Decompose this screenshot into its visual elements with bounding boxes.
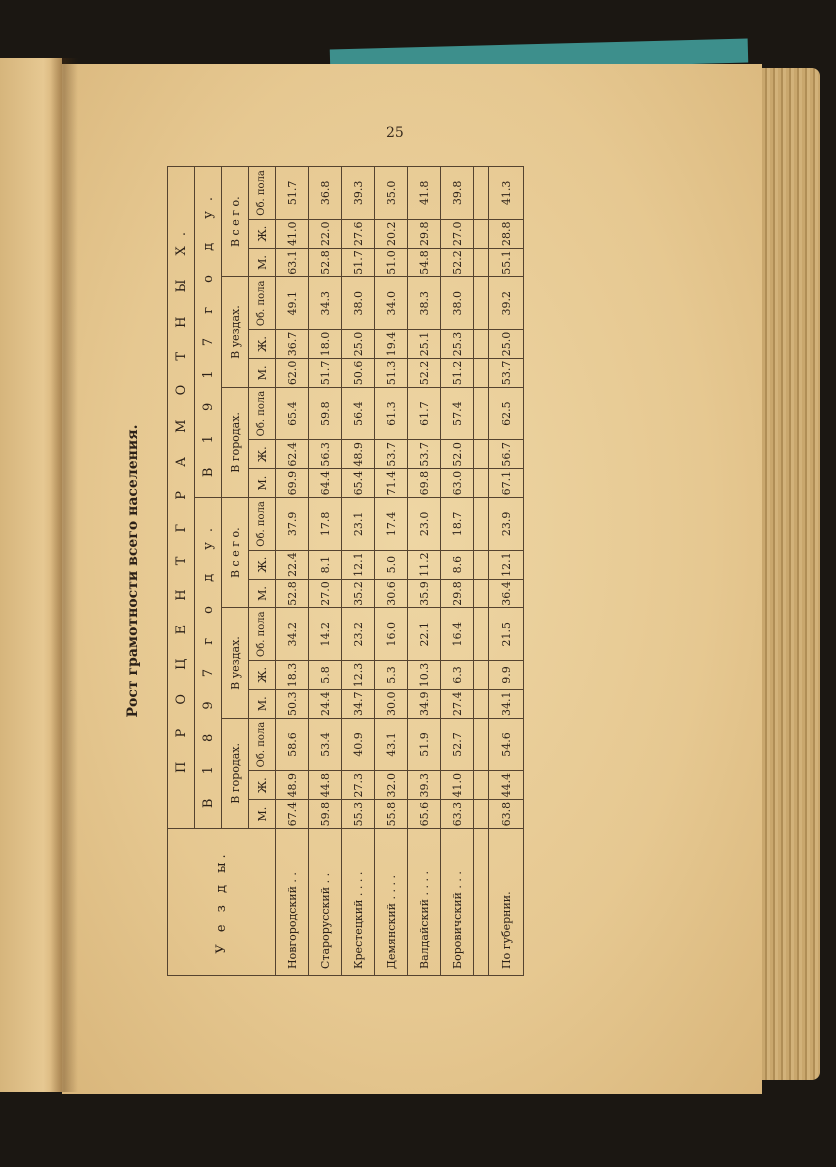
table-row bbox=[342, 167, 375, 976]
total-cell: 9.9 bbox=[489, 661, 524, 690]
table-cell: 20.2 bbox=[375, 219, 408, 248]
table-cell: 41.0 bbox=[276, 219, 309, 248]
table-cell: 52.8 bbox=[309, 248, 342, 277]
table-body bbox=[276, 167, 524, 976]
page-number: 25 bbox=[386, 125, 404, 141]
total-cell: 12.1 bbox=[489, 550, 524, 579]
subheader-m: М. bbox=[249, 689, 276, 718]
table-cell: 34.3 bbox=[309, 277, 342, 330]
table-cell: 51.7 bbox=[342, 248, 375, 277]
table-cell: 23.2 bbox=[342, 608, 375, 661]
table-cell: 17.4 bbox=[375, 498, 408, 551]
total-cell: 56.7 bbox=[489, 440, 524, 469]
table-cell: 18.3 bbox=[276, 661, 309, 690]
table-cell: 29.8 bbox=[408, 219, 441, 248]
table-cell: 29.8 bbox=[441, 579, 474, 608]
total-cell: 23.9 bbox=[489, 498, 524, 551]
table-cell: 53.7 bbox=[375, 440, 408, 469]
separator-cell bbox=[474, 498, 489, 551]
table-cell: 39.8 bbox=[441, 167, 474, 220]
table-cell: 59.8 bbox=[309, 800, 342, 829]
table-cell: 69.8 bbox=[408, 469, 441, 498]
subheader-ob: Об. пола bbox=[249, 608, 276, 661]
table-cell: 51.3 bbox=[375, 358, 408, 387]
total-cell: 53.7 bbox=[489, 358, 524, 387]
table-cell: 35.0 bbox=[375, 167, 408, 220]
table-cell: 22.1 bbox=[408, 608, 441, 661]
table-cell: 51.7 bbox=[276, 167, 309, 220]
table-cell: 55.8 bbox=[375, 800, 408, 829]
table-cell: 24.4 bbox=[309, 689, 342, 718]
separator-cell bbox=[474, 167, 489, 220]
table-cell: 34.7 bbox=[342, 689, 375, 718]
table-cell: 55.3 bbox=[342, 800, 375, 829]
total-cell: 34.1 bbox=[489, 689, 524, 718]
table-cell: 25.0 bbox=[342, 330, 375, 359]
table-cell: 52.2 bbox=[408, 358, 441, 387]
table-cell: 52.8 bbox=[276, 579, 309, 608]
table-cell: 22.4 bbox=[276, 550, 309, 579]
subheader-m: М. bbox=[249, 248, 276, 277]
table-cell: 12.1 bbox=[342, 550, 375, 579]
table-cell: 51.2 bbox=[441, 358, 474, 387]
table-cell: 35.9 bbox=[408, 579, 441, 608]
spine-shadow bbox=[50, 58, 78, 1092]
subheader-ob: Об. пола bbox=[249, 387, 276, 440]
table-cell: 50.3 bbox=[276, 689, 309, 718]
subheader-m: М. bbox=[249, 358, 276, 387]
table-cell: 71.4 bbox=[375, 469, 408, 498]
table-cell: 18.7 bbox=[441, 498, 474, 551]
towns-1897-header: В городах. bbox=[222, 718, 249, 828]
table-cell: 32.0 bbox=[375, 771, 408, 800]
percent-header: П Р О Ц Е Н Т Г Р А М О Т Н Ы Х. bbox=[168, 167, 195, 829]
total-cell: 62.5 bbox=[489, 387, 524, 440]
table-cell: 5.3 bbox=[375, 661, 408, 690]
table-cell: 65.4 bbox=[342, 469, 375, 498]
subheader-zh: Ж. bbox=[249, 330, 276, 359]
table-cell: 50.6 bbox=[342, 358, 375, 387]
uezdy-header: У е з д ы. bbox=[168, 829, 276, 976]
total-cell: 55.1 bbox=[489, 248, 524, 277]
table-cell: 8.6 bbox=[441, 550, 474, 579]
total-cell: 63.8 bbox=[489, 800, 524, 829]
table-cell: 10.3 bbox=[408, 661, 441, 690]
subheader-m: М. bbox=[249, 579, 276, 608]
table-cell: 43.1 bbox=[375, 718, 408, 771]
table-cell: 16.4 bbox=[441, 608, 474, 661]
table-cell: 27.0 bbox=[309, 579, 342, 608]
table-cell: 41.8 bbox=[408, 167, 441, 220]
table-cell: 62.0 bbox=[276, 358, 309, 387]
subheader-ob: Об. пола bbox=[249, 277, 276, 330]
separator-cell bbox=[474, 608, 489, 661]
table-cell: 17.8 bbox=[309, 498, 342, 551]
year-1917-header: В 1 9 1 7 г о д у. bbox=[195, 167, 222, 498]
table-row bbox=[441, 167, 474, 976]
total-1917-header: В с е г о. bbox=[222, 167, 249, 277]
table-cell: 23.0 bbox=[408, 498, 441, 551]
separator-cell bbox=[474, 387, 489, 440]
total-cell: 44.4 bbox=[489, 771, 524, 800]
total-cell: 41.3 bbox=[489, 167, 524, 220]
table-cell: 67.4 bbox=[276, 800, 309, 829]
table-cell: 53.7 bbox=[408, 440, 441, 469]
table-row bbox=[309, 167, 342, 976]
separator-cell bbox=[474, 248, 489, 277]
subheader-zh: Ж. bbox=[249, 219, 276, 248]
total-label: По губернии. bbox=[489, 829, 524, 976]
row-label: Боровичский . . . bbox=[441, 829, 474, 976]
table-cell: 34.9 bbox=[408, 689, 441, 718]
table-cell: 25.1 bbox=[408, 330, 441, 359]
table-cell: 14.2 bbox=[309, 608, 342, 661]
table-cell: 25.3 bbox=[441, 330, 474, 359]
table-cell: 18.0 bbox=[309, 330, 342, 359]
subheader-zh: Ж. bbox=[249, 440, 276, 469]
separator-cell bbox=[474, 277, 489, 330]
table-cell: 38.3 bbox=[408, 277, 441, 330]
subheader-zh: Ж. bbox=[249, 771, 276, 800]
table-cell: 35.2 bbox=[342, 579, 375, 608]
literacy-table bbox=[167, 166, 524, 976]
table-cell: 5.8 bbox=[309, 661, 342, 690]
table-cell: 48.9 bbox=[342, 440, 375, 469]
table-cell: 22.0 bbox=[309, 219, 342, 248]
table-cell: 30.6 bbox=[375, 579, 408, 608]
table-cell: 27.6 bbox=[342, 219, 375, 248]
row-label: Демянский . . . . bbox=[375, 829, 408, 976]
total-cell: 25.0 bbox=[489, 330, 524, 359]
row-label: Валдайский . . . . bbox=[408, 829, 441, 976]
separator-cell bbox=[474, 358, 489, 387]
subheader-ob: Об. пола bbox=[249, 498, 276, 551]
table-cell: 40.9 bbox=[342, 718, 375, 771]
towns-1917-header: В городах. bbox=[222, 387, 249, 497]
separator-cell bbox=[474, 550, 489, 579]
year-1897-header: В 1 8 9 7 г о д у. bbox=[195, 498, 222, 829]
subheader-m: М. bbox=[249, 800, 276, 829]
separator-cell bbox=[474, 689, 489, 718]
table-cell: 8.1 bbox=[309, 550, 342, 579]
separator-cell bbox=[474, 330, 489, 359]
total-cell: 39.2 bbox=[489, 277, 524, 330]
table-cell: 38.0 bbox=[441, 277, 474, 330]
table-cell: 19.4 bbox=[375, 330, 408, 359]
table-cell: 38.0 bbox=[342, 277, 375, 330]
table-cell: 61.3 bbox=[375, 387, 408, 440]
table-cell: 52.2 bbox=[441, 248, 474, 277]
table-cell: 11.2 bbox=[408, 550, 441, 579]
separator-cell bbox=[474, 661, 489, 690]
uezds-1917-header: В уездах. bbox=[222, 277, 249, 387]
table-cell: 27.3 bbox=[342, 771, 375, 800]
table-cell: 63.0 bbox=[441, 469, 474, 498]
table-cell: 34.2 bbox=[276, 608, 309, 661]
total-cell: 36.4 bbox=[489, 579, 524, 608]
table-cell: 69.9 bbox=[276, 469, 309, 498]
total-row bbox=[489, 167, 524, 976]
separator-cell bbox=[474, 219, 489, 248]
uezds-1897-header: В уездах. bbox=[222, 608, 249, 718]
separator-row bbox=[474, 167, 489, 976]
table-cell: 56.3 bbox=[309, 440, 342, 469]
table-row bbox=[375, 167, 408, 976]
table-cell: 27.4 bbox=[441, 689, 474, 718]
total-cell: 28.8 bbox=[489, 219, 524, 248]
separator-cell bbox=[474, 829, 489, 976]
table-cell: 36.8 bbox=[309, 167, 342, 220]
table-cell: 51.0 bbox=[375, 248, 408, 277]
table-cell: 39.3 bbox=[408, 771, 441, 800]
table-cell: 48.9 bbox=[276, 771, 309, 800]
table-cell: 30.0 bbox=[375, 689, 408, 718]
table-cell: 52.0 bbox=[441, 440, 474, 469]
table-cell: 36.7 bbox=[276, 330, 309, 359]
table-cell: 51.7 bbox=[309, 358, 342, 387]
subheader-m: М. bbox=[249, 469, 276, 498]
row-label: Старорусский . . bbox=[309, 829, 342, 976]
row-label: Новгородский . . bbox=[276, 829, 309, 976]
table-title: Рост грамотности всего населения. bbox=[125, 424, 141, 718]
separator-cell bbox=[474, 579, 489, 608]
total-cell: 54.6 bbox=[489, 718, 524, 771]
table-cell: 61.7 bbox=[408, 387, 441, 440]
table-cell: 5.0 bbox=[375, 550, 408, 579]
table-cell: 12.3 bbox=[342, 661, 375, 690]
table-cell: 39.3 bbox=[342, 167, 375, 220]
table-cell: 51.9 bbox=[408, 718, 441, 771]
table-cell: 52.7 bbox=[441, 718, 474, 771]
total-cell: 21.5 bbox=[489, 608, 524, 661]
table-cell: 16.0 bbox=[375, 608, 408, 661]
table-cell: 58.6 bbox=[276, 718, 309, 771]
separator-cell bbox=[474, 771, 489, 800]
total-cell: 67.1 bbox=[489, 469, 524, 498]
subheader-ob: Об. пола bbox=[249, 718, 276, 771]
table-row bbox=[408, 167, 441, 976]
table-cell: 54.8 bbox=[408, 248, 441, 277]
subheader-zh: Ж. bbox=[249, 661, 276, 690]
table-cell: 56.4 bbox=[342, 387, 375, 440]
table-row bbox=[276, 167, 309, 976]
table-cell: 6.3 bbox=[441, 661, 474, 690]
table-cell: 34.0 bbox=[375, 277, 408, 330]
subheader-zh: Ж. bbox=[249, 550, 276, 579]
row-label: Крестецкий . . . . bbox=[342, 829, 375, 976]
separator-cell bbox=[474, 800, 489, 829]
subheader-ob: Об. пола bbox=[249, 167, 276, 220]
table-cell: 41.0 bbox=[441, 771, 474, 800]
table-cell: 27.0 bbox=[441, 219, 474, 248]
table-cell: 65.4 bbox=[276, 387, 309, 440]
table-cell: 63.3 bbox=[441, 800, 474, 829]
table-cell: 23.1 bbox=[342, 498, 375, 551]
table-cell: 37.9 bbox=[276, 498, 309, 551]
table-cell: 57.4 bbox=[441, 387, 474, 440]
table-cell: 65.6 bbox=[408, 800, 441, 829]
table-cell: 63.1 bbox=[276, 248, 309, 277]
separator-cell bbox=[474, 440, 489, 469]
table-cell: 49.1 bbox=[276, 277, 309, 330]
table-cell: 53.4 bbox=[309, 718, 342, 771]
table-cell: 44.8 bbox=[309, 771, 342, 800]
rotated-table-block bbox=[125, 166, 651, 976]
separator-cell bbox=[474, 469, 489, 498]
table-cell: 62.4 bbox=[276, 440, 309, 469]
table-cell: 64.4 bbox=[309, 469, 342, 498]
total-1897-header: В с е г о. bbox=[222, 498, 249, 608]
separator-cell bbox=[474, 718, 489, 771]
table-cell: 59.8 bbox=[309, 387, 342, 440]
